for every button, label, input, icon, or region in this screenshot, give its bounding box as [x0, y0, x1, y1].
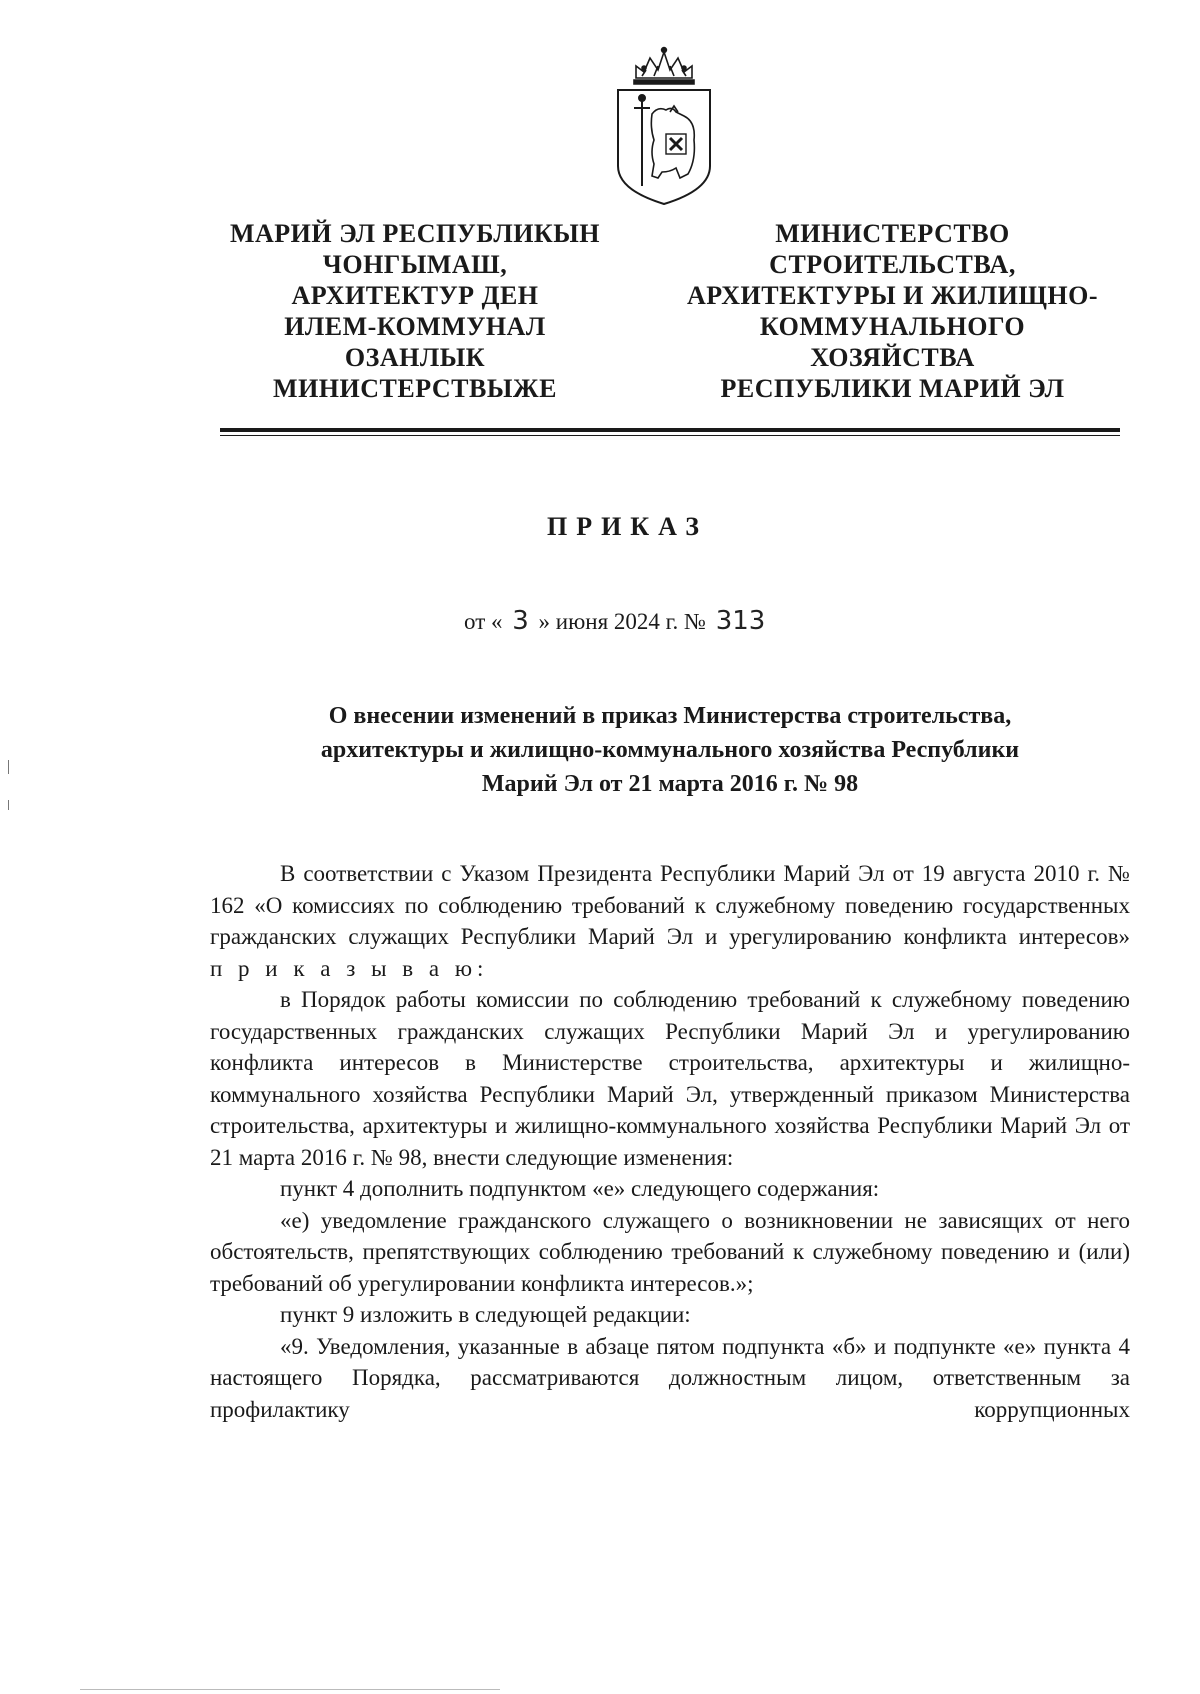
header-left-line: ИЛЕМ-КОММУНАЛ — [284, 312, 546, 341]
order-word: п р и к а з ы в а ю: — [210, 955, 489, 981]
title-line: архитектуры и жилищно-коммунального хозяйства Республики — [320, 737, 1020, 763]
header-divider-thin — [220, 435, 1120, 436]
body-paragraph: В соответствии с Указом Президента Республики Марий Эл от 19 августа 2010 г. № 162 «О комиссиях по соблюдению требований к служебному поведению государственных гражданских служащих Республики Марий Эл и урегулированию конфликта интересов» — [210, 861, 1130, 949]
date-middle: » июня 2024 г. № — [538, 609, 706, 634]
body-paragraph: «9. Уведомления, указанные в абзаце пятом подпункта «б» и подпункте «е» пункта 4 настоящего Порядка, рассматриваются должностным лицом, ответственным за профилактику коррупционных — [210, 1333, 1130, 1422]
header-left-line: МИНИСТЕРСТВЫЖЕ — [273, 374, 557, 403]
header-name-mari — [215, 218, 615, 404]
document-body — [210, 858, 1130, 1425]
header-right-line: АРХИТЕКТУРЫ И ЖИЛИЩНО- — [686, 281, 1099, 310]
date-day-handwritten: 3 — [512, 606, 529, 636]
header-name-russian — [665, 218, 1120, 404]
scan-artifact — [8, 800, 9, 810]
body-paragraph: «е) уведомление гражданского служащего о возникновении не зависящих от него обстоятельств, препятствующих соблюдению требований к служебному поведению и (или) требований об урегулировании конфликта интересов.»; — [210, 1207, 1130, 1296]
header-right-line: РЕСПУБЛИКИ МАРИЙ ЭЛ — [720, 374, 1065, 403]
header-left-line: МАРИЙ ЭЛ РЕСПУБЛИКЫН — [229, 219, 601, 248]
body-paragraph: пункт 9 изложить в следующей редакции: — [280, 1302, 691, 1327]
order-number-handwritten: 313 — [715, 606, 766, 636]
header-right-line: СТРОИТЕЛЬСТВА, — [769, 250, 1016, 279]
header-left-line: ЧОНГЫМАШ, — [322, 250, 508, 279]
header-left-line: ОЗАНЛЫК — [344, 343, 486, 372]
document-type: ПРИКАЗ — [546, 512, 709, 541]
header-right-line: МИНИСТЕРСТВО — [775, 219, 1010, 248]
date-prefix: от « — [464, 609, 503, 634]
header-divider-thick — [220, 428, 1120, 432]
coat-of-arms-emblem — [614, 36, 714, 208]
header-right-line: ХОЗЯЙСТВА — [810, 343, 975, 372]
body-paragraph: в Порядок работы комиссии по соблюдению требований к служебному поведению государственных гражданских служащих Республики Марий Эл и урегулированию конфликта интересов в Министерстве строительства, архитектуры и жилищно-коммунального хозяйства Республики Марий Эл, утвержденный приказом Министерства строительства, архитектуры и жилищно-коммунального хозяйства Республики Марий Эл от 21 марта 2016 г. № 98, внести следующие изменения: — [210, 987, 1130, 1170]
scan-artifact — [8, 760, 9, 774]
header-right-line: КОММУНАЛЬНОГО — [759, 312, 1026, 341]
title-line: О внесении изменений в приказ Министерства строительства, — [328, 703, 1012, 729]
title-line: Марий Эл от 21 марта 2016 г. № 98 — [481, 771, 859, 797]
scan-artifact — [80, 1689, 500, 1690]
document-title — [210, 699, 1130, 801]
date-number-line — [464, 606, 769, 636]
body-paragraph: пункт 4 дополнить подпунктом «е» следующего содержания: — [280, 1176, 880, 1201]
header-left-line: АРХИТЕКТУР ДЕН — [291, 281, 539, 310]
